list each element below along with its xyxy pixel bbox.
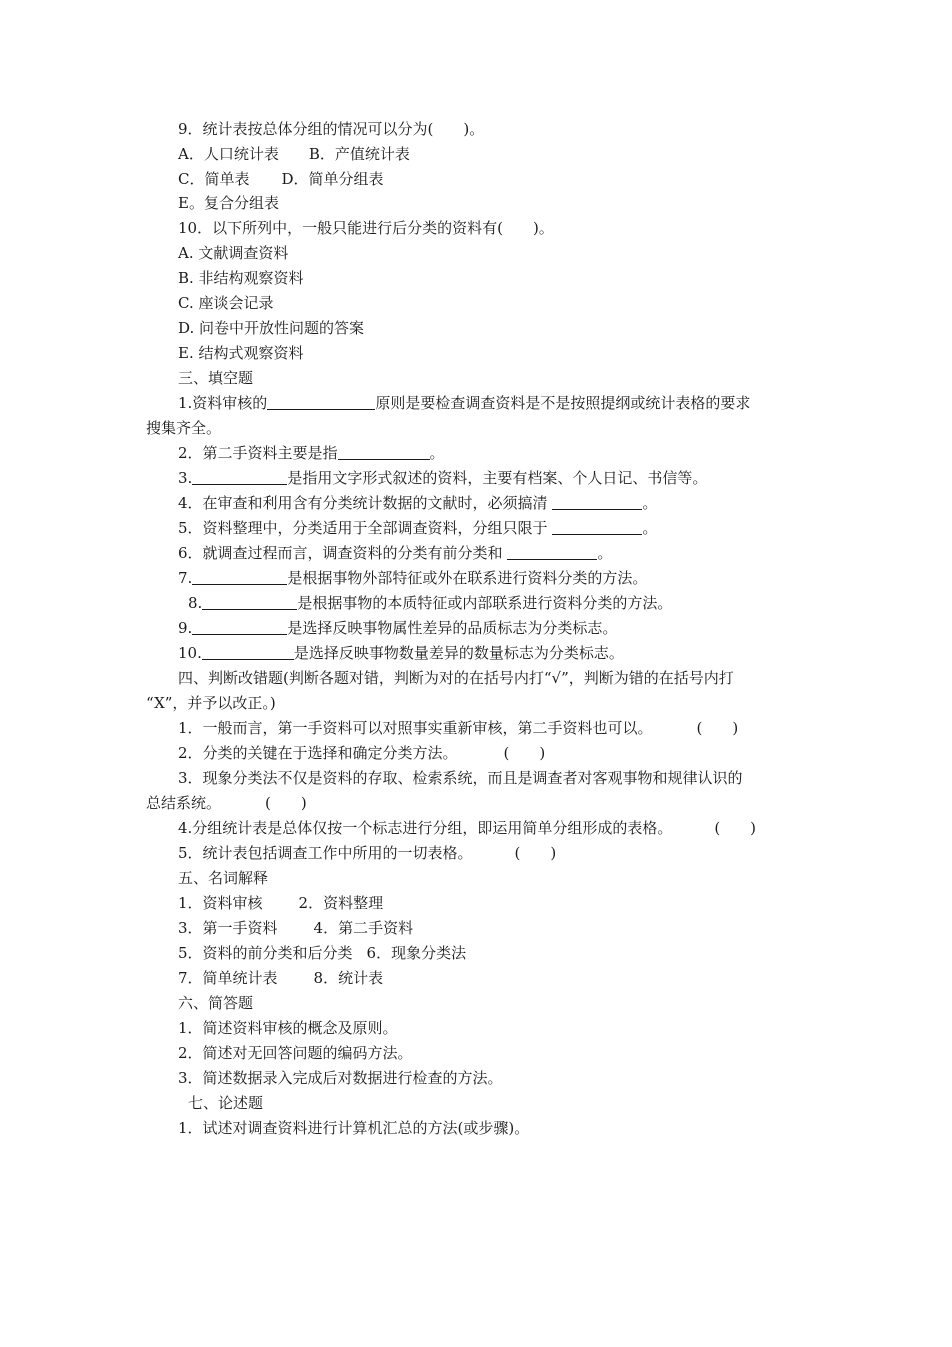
answer-blank [507,545,597,560]
answer-bracket: ( ) [503,744,546,762]
options-row [178,170,384,188]
term-row: 3．第一手资料 4．第二手资料 [178,919,414,937]
fill-blank-item: 7. 是根据事物外部特征或外在联系进行资料分类的方法。 [178,569,648,587]
answer-blank [192,470,287,485]
section-heading: 六、简答题 [178,994,254,1012]
answer-bracket: ( ) [514,844,557,862]
question-text: 9．统计表按总体分组的情况可以分为( )。 [178,120,485,138]
option: E. 结构式观察资料 [178,344,304,362]
answer-blank [338,445,430,460]
fill-blank-item: 10. 是选择反映事物数量差异的数量标志为分类标志。 [178,644,624,662]
option: C. 座谈会记录 [178,294,274,312]
fill-blank-item: 6．就调查过程而言，调查资料的分类有前分类和 。 [178,544,613,562]
section-heading: 三、填空题 [178,369,254,387]
question-10: 10．以下所列中，一般只能进行后分类的资料有( )。 [178,219,554,237]
judgment-item: 4.分组统计表是总体仅按一个标志进行分组，即运用简单分组形成的表格。 ( ) [178,819,757,837]
short-answer-item: 1．简述资料审核的概念及原则。 [178,1019,398,1037]
answer-blank [552,520,642,535]
option-a: A．人口统计表 [178,145,279,163]
section-heading: 五、名词解释 [178,869,269,887]
option: B. 非结构观察资料 [178,269,304,287]
answer-blank [202,645,294,660]
judgment-item: 5．统计表包括调查工作中所用的一切表格。 ( ) [178,844,557,862]
continuation-line: 总结系统。 ( ) [146,794,307,812]
option: A. 文献调查资料 [178,244,289,262]
continuation-line: 搜集齐全。 [146,419,222,437]
answer-blank [192,620,287,635]
option-b: B．产值统计表 [308,145,410,163]
answer-bracket: ( ) [265,794,307,812]
answer-blank [192,570,287,585]
section-heading: 七、论述题 [188,1094,264,1112]
judgment-item: 2．分类的关键在于选择和确定分类方法。 ( ) [178,744,546,762]
judgment-item: 3．现象分类法不仅是资料的存取、检索系统，而且是调查者对客观事物和规律认识的 [178,769,743,787]
fill-blank-item: 2．第二手资料主要是指 。 [178,444,445,462]
term-row: 7．简单统计表 8．统计表 [178,969,384,987]
fill-blank-item: 9. 是选择反映事物属性差异的品质标志为分类标志。 [178,619,618,637]
question-9 [178,120,484,138]
fill-blank-item: 1.资料审核的 原则是要检查调查资料是不是按照提纲或统计表格的要求 [178,394,751,412]
fill-blank-item: 4．在审查和利用含有分类统计数据的文献时，必须搞清 。 [178,494,658,512]
answer-bracket: ( ) [696,719,739,737]
option-d: D．简单分组表 [281,170,384,188]
fill-blank-item: 3. 是指用文字形式叙述的资料，主要有档案、个人日记、书信等。 [178,469,708,487]
judgment-item: 1．一般而言，第一手资料可以对照事实重新审核，第二手资料也可以。 ( ) [178,719,739,737]
option-c: C．简单表 [178,170,250,188]
section-heading: 四、判断改错题(判断各题对错，判断为对的在括号内打“√”，判断为错的在括号内打 [178,669,734,687]
short-answer-item: 2．简述对无回答问题的编码方法。 [178,1044,413,1062]
answer-blank [267,395,375,410]
options-row [178,145,410,163]
answer-bracket: ( ) [714,819,757,837]
short-answer-item: 3．简述数据录入完成后对数据进行检查的方法。 [178,1069,503,1087]
essay-item: 1．试述对调查资料进行计算机汇总的方法(或步骤)。 [178,1119,530,1137]
fill-blank-item: 8. 是根据事物的本质特征或内部联系进行资料分类的方法。 [188,594,673,612]
continuation-line: “X”，并予以改正。) [146,694,276,712]
answer-blank [552,495,642,510]
term-row: 5．资料的前分类和后分类 6．现象分类法 [178,944,467,962]
option-e: E。复合分组表 [178,194,279,212]
answer-blank [202,595,297,610]
fill-blank-item: 5．资料整理中，分类适用于全部调查资料，分组只限于 。 [178,519,658,537]
term-row: 1．资料审核 2．资料整理 [178,894,384,912]
option: D. 问卷中开放性问题的答案 [178,319,365,337]
